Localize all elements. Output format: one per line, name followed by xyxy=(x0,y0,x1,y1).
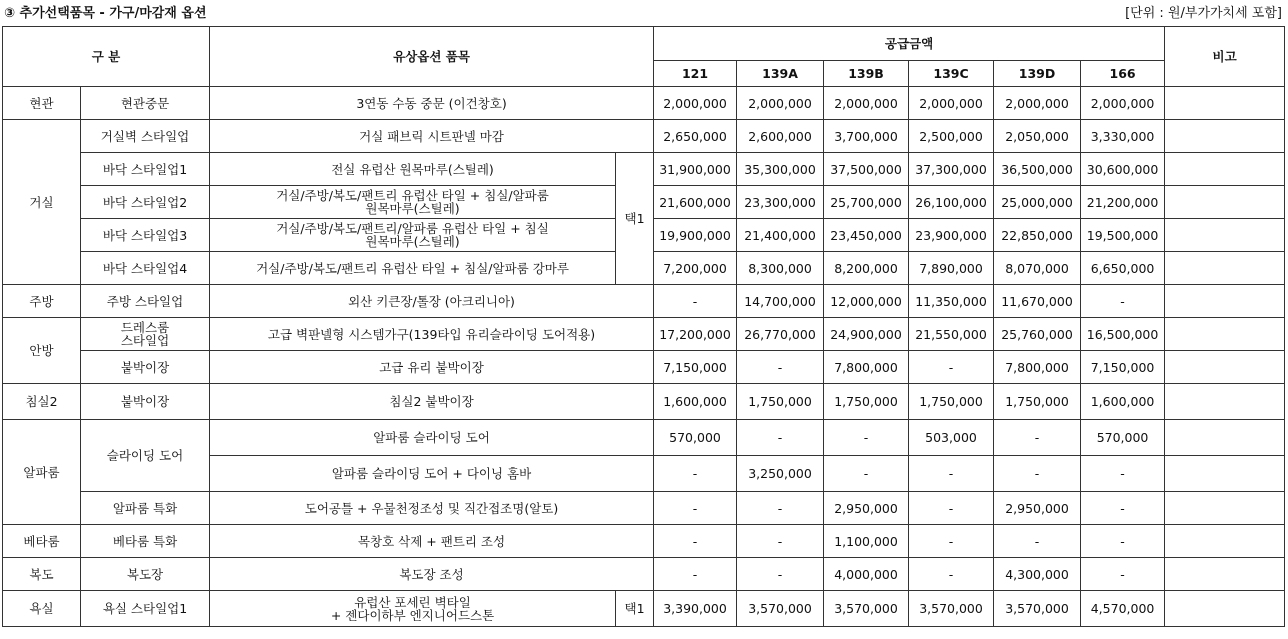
header-type-139c: 139C xyxy=(909,61,994,87)
subcategory-cell: 바닥 스타일업3 xyxy=(81,219,210,252)
table-row xyxy=(3,87,1285,120)
price-cell: 21,550,000 xyxy=(909,318,994,351)
unit-note: [단위 : 원/부가가치세 포함] xyxy=(1125,6,1282,21)
price-cell: - xyxy=(994,525,1081,558)
price-cell: 3,700,000 xyxy=(824,120,909,153)
price-cell: 1,750,000 xyxy=(824,384,909,420)
header-type-139d: 139D xyxy=(994,61,1081,87)
price-cell: 26,770,000 xyxy=(737,318,824,351)
table-row xyxy=(3,492,1285,525)
subcategory-cell: 바닥 스타일업2 xyxy=(81,186,210,219)
item-cell: 고급 유리 붙박이장 xyxy=(210,351,654,384)
price-cell: 7,800,000 xyxy=(824,351,909,384)
price-cell: - xyxy=(994,420,1081,456)
item-cell: 도어공틀 + 우물천정조성 및 직간접조명(알토) xyxy=(210,492,654,525)
price-cell: 30,600,000 xyxy=(1081,153,1165,186)
note-cell xyxy=(1165,120,1285,153)
header-price-group: 공급금액 xyxy=(654,27,1165,61)
price-cell: 8,200,000 xyxy=(824,252,909,285)
price-cell: 8,070,000 xyxy=(994,252,1081,285)
header-type-121: 121 xyxy=(654,61,737,87)
price-cell: 2,650,000 xyxy=(654,120,737,153)
choice-cell: 택1 xyxy=(616,591,654,627)
price-cell: - xyxy=(909,558,994,591)
price-cell: 25,700,000 xyxy=(824,186,909,219)
price-cell: - xyxy=(909,456,994,492)
note-cell xyxy=(1165,591,1285,627)
price-cell: - xyxy=(654,285,737,318)
price-cell: 2,000,000 xyxy=(1081,87,1165,120)
price-cell: 25,000,000 xyxy=(994,186,1081,219)
price-cell: 7,200,000 xyxy=(654,252,737,285)
note-cell xyxy=(1165,219,1285,252)
price-cell: 570,000 xyxy=(1081,420,1165,456)
price-cell: 1,750,000 xyxy=(994,384,1081,420)
note-cell xyxy=(1165,558,1285,591)
item-cell: 유럽산 포세린 벽타일 + 젠다이하부 엔지니어드스톤 xyxy=(210,591,616,627)
item-cell: 거실/주방/복도/팬트리/알파룸 유럽산 타일 + 침실 원목마루(스틸레) xyxy=(210,219,616,252)
price-cell: 25,760,000 xyxy=(994,318,1081,351)
price-cell: - xyxy=(654,558,737,591)
table-row xyxy=(3,285,1285,318)
price-cell: 3,570,000 xyxy=(994,591,1081,627)
price-cell: 7,150,000 xyxy=(1081,351,1165,384)
subcategory-cell: 현관중문 xyxy=(81,87,210,120)
header-type-139b: 139B xyxy=(824,61,909,87)
price-cell: - xyxy=(909,351,994,384)
header-type-139a: 139A xyxy=(737,61,824,87)
header-category: 구 분 xyxy=(3,27,210,87)
item-cell: 목창호 삭제 + 팬트리 조성 xyxy=(210,525,654,558)
subcategory-cell: 바닥 스타일업4 xyxy=(81,252,210,285)
price-cell: 7,800,000 xyxy=(994,351,1081,384)
category-cell: 베타룸 xyxy=(3,525,81,558)
price-cell: 19,500,000 xyxy=(1081,219,1165,252)
price-cell: 21,600,000 xyxy=(654,186,737,219)
item-cell: 거실 패브릭 시트판넬 마감 xyxy=(210,120,654,153)
subcategory-cell: 붙박이장 xyxy=(81,351,210,384)
price-cell: - xyxy=(824,456,909,492)
item-cell: 전실 유럽산 원목마루(스틸레) xyxy=(210,153,616,186)
price-cell: - xyxy=(737,420,824,456)
price-cell: 4,570,000 xyxy=(1081,591,1165,627)
price-cell: 23,900,000 xyxy=(909,219,994,252)
price-cell: 3,390,000 xyxy=(654,591,737,627)
price-cell: 570,000 xyxy=(654,420,737,456)
note-cell xyxy=(1165,186,1285,219)
category-cell: 침실2 xyxy=(3,384,81,420)
price-cell: 7,150,000 xyxy=(654,351,737,384)
note-cell xyxy=(1165,153,1285,186)
price-cell: - xyxy=(994,456,1081,492)
price-cell: - xyxy=(1081,525,1165,558)
item-cell: 알파룸 슬라이딩 도어 + 다이닝 홈바 xyxy=(210,456,654,492)
price-cell: 6,650,000 xyxy=(1081,252,1165,285)
price-cell: 12,000,000 xyxy=(824,285,909,318)
subcategory-cell: 복도장 xyxy=(81,558,210,591)
price-cell: 4,300,000 xyxy=(994,558,1081,591)
price-cell: 3,570,000 xyxy=(737,591,824,627)
subcategory-cell: 욕실 스타일업1 xyxy=(81,591,210,627)
price-cell: 11,670,000 xyxy=(994,285,1081,318)
price-cell: 22,850,000 xyxy=(994,219,1081,252)
item-cell: 침실2 붙박이장 xyxy=(210,384,654,420)
price-cell: 3,570,000 xyxy=(909,591,994,627)
note-cell xyxy=(1165,456,1285,492)
price-cell: - xyxy=(1081,558,1165,591)
price-cell: - xyxy=(1081,456,1165,492)
price-cell: 3,330,000 xyxy=(1081,120,1165,153)
note-cell xyxy=(1165,384,1285,420)
price-cell: 2,950,000 xyxy=(994,492,1081,525)
price-cell: - xyxy=(737,558,824,591)
item-cell: 외산 키큰장/톨장 (아크리니아) xyxy=(210,285,654,318)
price-cell: - xyxy=(909,525,994,558)
price-cell: 3,250,000 xyxy=(737,456,824,492)
note-cell xyxy=(1165,87,1285,120)
price-cell: 2,000,000 xyxy=(824,87,909,120)
price-cell: 1,750,000 xyxy=(909,384,994,420)
header-item: 유상옵션 품목 xyxy=(210,27,654,87)
category-cell: 복도 xyxy=(3,558,81,591)
price-cell: 2,000,000 xyxy=(994,87,1081,120)
price-cell: 37,300,000 xyxy=(909,153,994,186)
subcategory-cell: 거실벽 스타일업 xyxy=(81,120,210,153)
note-cell xyxy=(1165,492,1285,525)
item-cell: 거실/주방/복도/팬트리 유럽산 타일 + 침실/알파룸 강마루 xyxy=(210,252,616,285)
price-cell: 11,350,000 xyxy=(909,285,994,318)
page-header xyxy=(0,0,1288,24)
table-row xyxy=(3,351,1285,384)
subcategory-cell: 붙박이장 xyxy=(81,384,210,420)
header-type-166: 166 xyxy=(1081,61,1165,87)
table-row xyxy=(3,153,1285,186)
price-cell: 1,100,000 xyxy=(824,525,909,558)
price-cell: 14,700,000 xyxy=(737,285,824,318)
price-cell: 37,500,000 xyxy=(824,153,909,186)
price-cell: 7,890,000 xyxy=(909,252,994,285)
price-cell: - xyxy=(737,525,824,558)
note-cell xyxy=(1165,420,1285,456)
note-cell xyxy=(1165,525,1285,558)
item-cell: 거실/주방/복도/팬트리 유럽산 타일 + 침실/알파룸 원목마루(스틸레) xyxy=(210,186,616,219)
subcategory-cell: 드레스룸 스타일업 xyxy=(81,318,210,351)
price-cell: 21,200,000 xyxy=(1081,186,1165,219)
price-cell: 26,100,000 xyxy=(909,186,994,219)
item-cell: 3연동 수동 중문 (이건창호) xyxy=(210,87,654,120)
item-cell: 고급 벽판넬형 시스템가구(139타입 유리슬라이딩 도어적용) xyxy=(210,318,654,351)
price-cell: 1,600,000 xyxy=(1081,384,1165,420)
price-cell: 2,000,000 xyxy=(654,87,737,120)
price-cell: 16,500,000 xyxy=(1081,318,1165,351)
price-cell: 3,570,000 xyxy=(824,591,909,627)
price-cell: 2,600,000 xyxy=(737,120,824,153)
price-cell: - xyxy=(654,456,737,492)
price-cell: 24,900,000 xyxy=(824,318,909,351)
note-cell xyxy=(1165,318,1285,351)
price-cell: 2,500,000 xyxy=(909,120,994,153)
price-cell: 31,900,000 xyxy=(654,153,737,186)
category-cell: 현관 xyxy=(3,87,81,120)
note-cell xyxy=(1165,285,1285,318)
table-row xyxy=(3,558,1285,591)
price-cell: 1,600,000 xyxy=(654,384,737,420)
price-cell: - xyxy=(654,525,737,558)
item-cell: 알파룸 슬라이딩 도어 xyxy=(210,420,654,456)
category-cell: 알파룸 xyxy=(3,420,81,525)
table-row xyxy=(3,525,1285,558)
price-cell: 2,000,000 xyxy=(737,87,824,120)
category-cell: 주방 xyxy=(3,285,81,318)
price-cell: 17,200,000 xyxy=(654,318,737,351)
subcategory-cell: 베타룸 특화 xyxy=(81,525,210,558)
item-cell: 복도장 조성 xyxy=(210,558,654,591)
note-cell xyxy=(1165,252,1285,285)
subcategory-cell: 바닥 스타일업1 xyxy=(81,153,210,186)
category-cell: 안방 xyxy=(3,318,81,384)
subcategory-cell: 주방 스타일업 xyxy=(81,285,210,318)
table-row xyxy=(3,318,1285,351)
price-cell: 36,500,000 xyxy=(994,153,1081,186)
price-cell: - xyxy=(909,492,994,525)
table-row xyxy=(3,120,1285,153)
price-cell: - xyxy=(737,492,824,525)
price-cell: 2,950,000 xyxy=(824,492,909,525)
table-row xyxy=(3,384,1285,420)
price-cell: 1,750,000 xyxy=(737,384,824,420)
note-cell xyxy=(1165,351,1285,384)
choice-cell: 택1 xyxy=(616,153,654,285)
option-price-table xyxy=(2,26,1285,627)
subcategory-cell: 알파룸 특화 xyxy=(81,492,210,525)
table-row xyxy=(3,591,1285,627)
price-cell: 2,050,000 xyxy=(994,120,1081,153)
table-row xyxy=(3,420,1285,456)
price-cell: 23,300,000 xyxy=(737,186,824,219)
price-cell: 2,000,000 xyxy=(909,87,994,120)
category-cell: 거실 xyxy=(3,120,81,285)
price-cell: 21,400,000 xyxy=(737,219,824,252)
price-cell: - xyxy=(1081,285,1165,318)
subcategory-cell: 슬라이딩 도어 xyxy=(81,420,210,492)
price-cell: 503,000 xyxy=(909,420,994,456)
price-cell: - xyxy=(654,492,737,525)
price-cell: 4,000,000 xyxy=(824,558,909,591)
section-title: ③ 추가선택품목 - 가구/마감재 옵션 xyxy=(4,6,207,21)
price-cell: - xyxy=(1081,492,1165,525)
category-cell: 욕실 xyxy=(3,591,81,627)
header-note: 비고 xyxy=(1165,27,1285,87)
price-cell: - xyxy=(824,420,909,456)
price-cell: 8,300,000 xyxy=(737,252,824,285)
price-cell: 35,300,000 xyxy=(737,153,824,186)
price-cell: 23,450,000 xyxy=(824,219,909,252)
price-cell: - xyxy=(737,351,824,384)
price-cell: 19,900,000 xyxy=(654,219,737,252)
